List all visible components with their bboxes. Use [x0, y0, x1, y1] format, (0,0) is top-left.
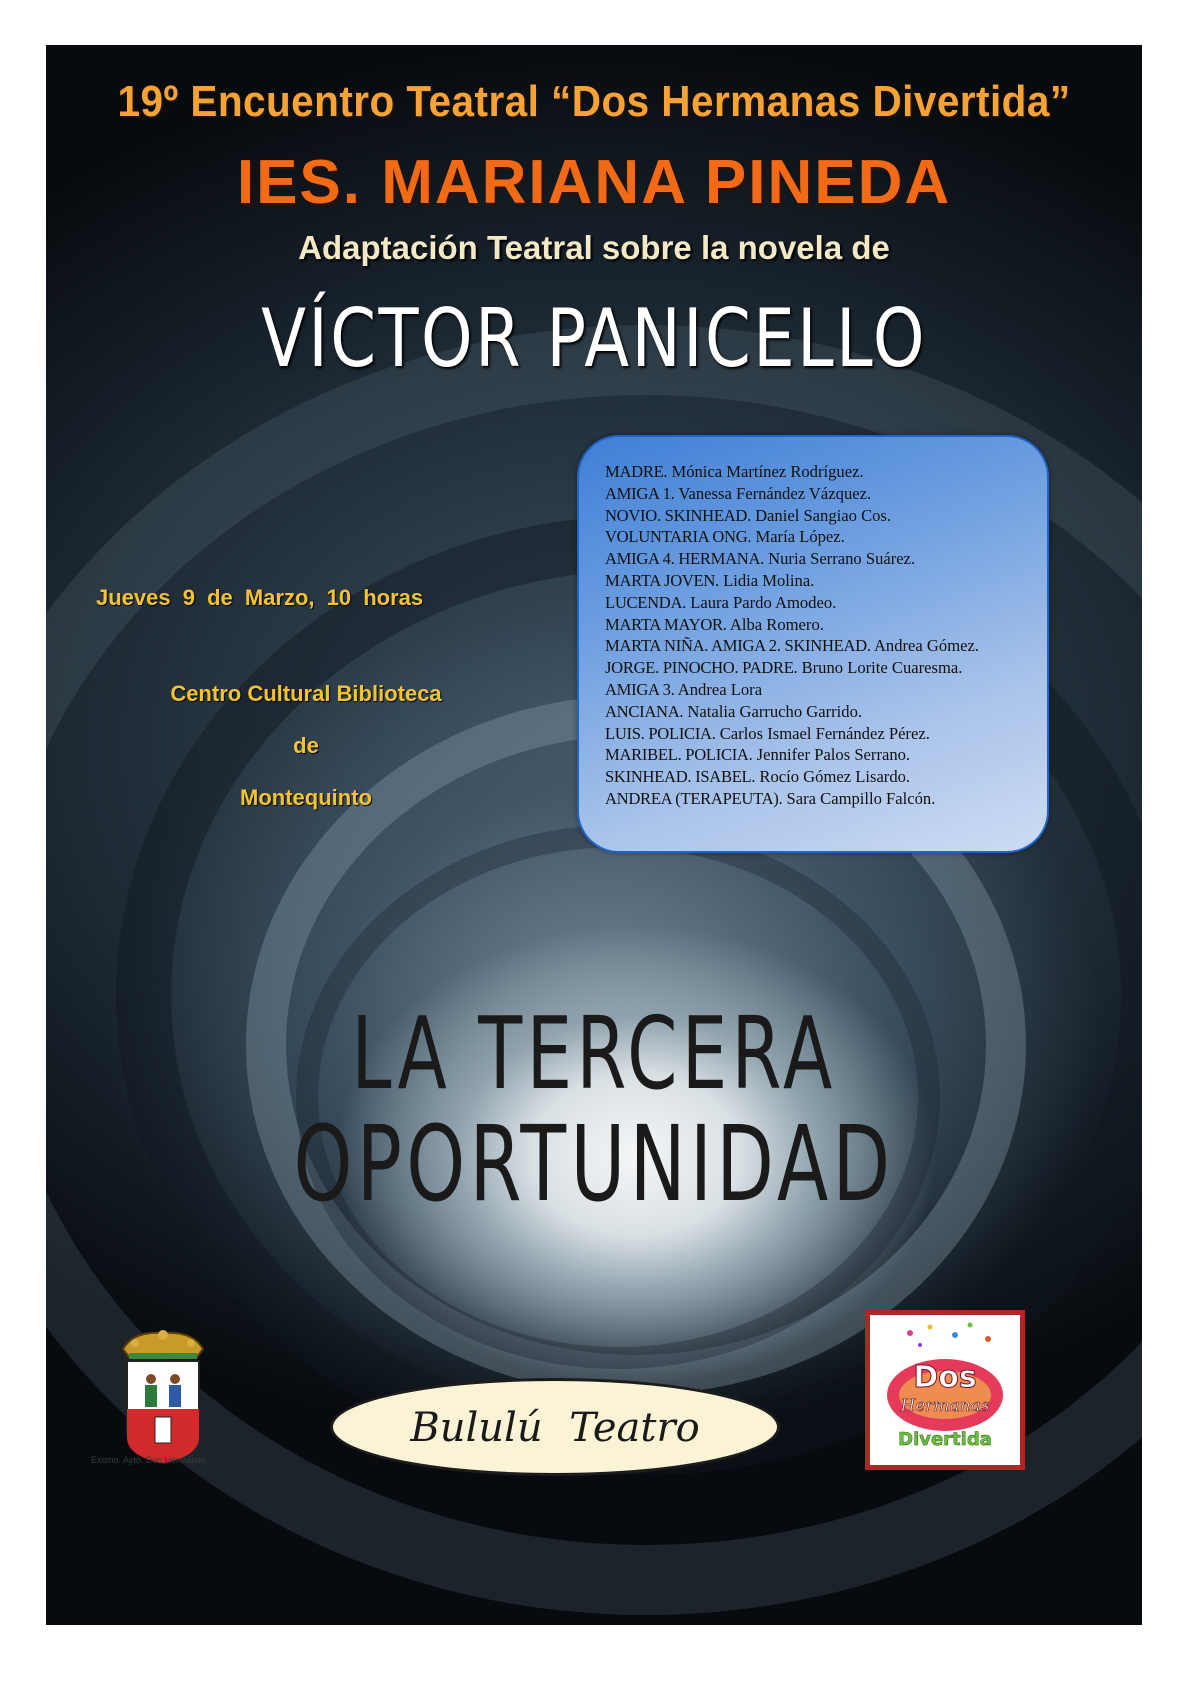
poster-background [46, 45, 1142, 1625]
cast-entry [605, 461, 1031, 483]
cast-actor: Sara Campillo Falcón. [786, 788, 936, 808]
cast-actor: Lidia Molina. [723, 570, 815, 590]
adaptation-subtitle: Adaptación Teatral sobre la novela de [298, 229, 890, 266]
cast-actor: Daniel Sangiao Cos. [755, 505, 892, 525]
cast-actor: Bruno Lorite Cuaresma. [801, 658, 963, 678]
cast-role: MARIBEL. POLICIA. [605, 745, 753, 765]
cast-list [605, 461, 1031, 810]
festival-logo-icon [870, 1315, 1020, 1465]
play-title-line-1: LA TERCERA [351, 995, 837, 1112]
cast-actor: Mónica Martínez Rodríguez. [671, 462, 864, 481]
cast-actor: María López. [755, 527, 845, 547]
cast-entry [605, 526, 1031, 548]
venue-line-3: Montequinto [240, 785, 372, 810]
event-title: 19º Encuentro Teatral “Dos Hermanas Divertida” [117, 77, 1071, 126]
cast-role: LUCENDA. [605, 592, 687, 612]
cast-actor: Jennifer Palos Serrano. [756, 745, 911, 765]
company-name: Bululú Teatro [410, 1405, 700, 1451]
play-title-line-2: OPORTUNIDAD [293, 1103, 895, 1225]
venue-line-2: de [293, 733, 319, 758]
cast-role: LUIS. POLICIA. [605, 723, 716, 743]
cast-role: MADRE. [605, 462, 668, 481]
cast-entry [605, 679, 1031, 701]
cast-list-box [577, 435, 1049, 853]
cast-role: MARTA JOVEN. [605, 570, 719, 590]
event-date: Jueves 9 de Marzo, 10 horas [96, 585, 424, 610]
cast-role: MARTA MAYOR. [605, 614, 727, 634]
cast-actor: Vanessa Fernández Vázquez. [678, 483, 872, 503]
cast-role: ANDREA (TERAPEUTA). [605, 788, 783, 808]
cast-role: SKINHEAD. ISABEL. [605, 767, 756, 787]
cast-entry [605, 592, 1031, 614]
cast-actor: Laura Pardo Amodeo. [690, 592, 837, 612]
cast-entry [605, 766, 1031, 788]
cast-actor: Andrea Lora [677, 679, 763, 699]
cast-entry [605, 570, 1031, 592]
cast-entry [605, 788, 1031, 810]
cast-role: NOVIO. SKINHEAD. [605, 505, 751, 525]
cast-actor: Andrea Gómez. [873, 636, 979, 656]
cast-actor: Alba Romero. [729, 614, 824, 634]
cast-entry [605, 614, 1031, 636]
author-name: VÍCTOR PANICELLO [261, 292, 927, 385]
cast-entry [605, 483, 1031, 505]
company-oval [330, 1378, 780, 1476]
cast-actor: Nuria Serrano Suárez. [768, 549, 916, 569]
cast-role: JORGE. PINOCHO. PADRE. [605, 658, 798, 678]
venue-line-1: Centro Cultural Biblioteca [170, 681, 442, 706]
cast-entry [605, 548, 1031, 570]
festival-logo [865, 1310, 1025, 1470]
cast-entry [605, 505, 1031, 527]
cast-role: VOLUNTARIA ONG. [605, 527, 752, 547]
logo-text-1: Dos [913, 1360, 977, 1395]
cast-entry [605, 723, 1031, 745]
cast-entry [605, 635, 1031, 657]
cast-role: AMIGA 3. [605, 679, 675, 699]
cast-entry [605, 657, 1031, 679]
school-name: IES. MARIANA PINEDA [236, 148, 952, 217]
cast-role: MARTA NIÑA. AMIGA 2. SKINHEAD. [605, 636, 871, 656]
cast-role: AMIGA 1. [605, 483, 675, 503]
cast-entry [605, 744, 1031, 766]
logo-text-2: Hermanas [900, 1396, 990, 1416]
cast-entry [605, 701, 1031, 723]
cast-role: AMIGA 4. HERMANA. [605, 549, 764, 569]
cast-actor: Rocío Gómez Lisardo. [759, 767, 911, 787]
credit-text: Excmo. Ayto. Dos Hermanas [91, 1455, 206, 1465]
logo-text-3: Divertida [898, 1429, 992, 1450]
cast-actor: Carlos Ismael Fernández Pérez. [719, 723, 930, 743]
cast-actor: Natalia Garrucho Garrido. [687, 701, 863, 721]
coat-of-arms-icon [113, 1327, 213, 1467]
confetti-icon [907, 1323, 991, 1348]
cast-role: ANCIANA. [605, 701, 684, 721]
